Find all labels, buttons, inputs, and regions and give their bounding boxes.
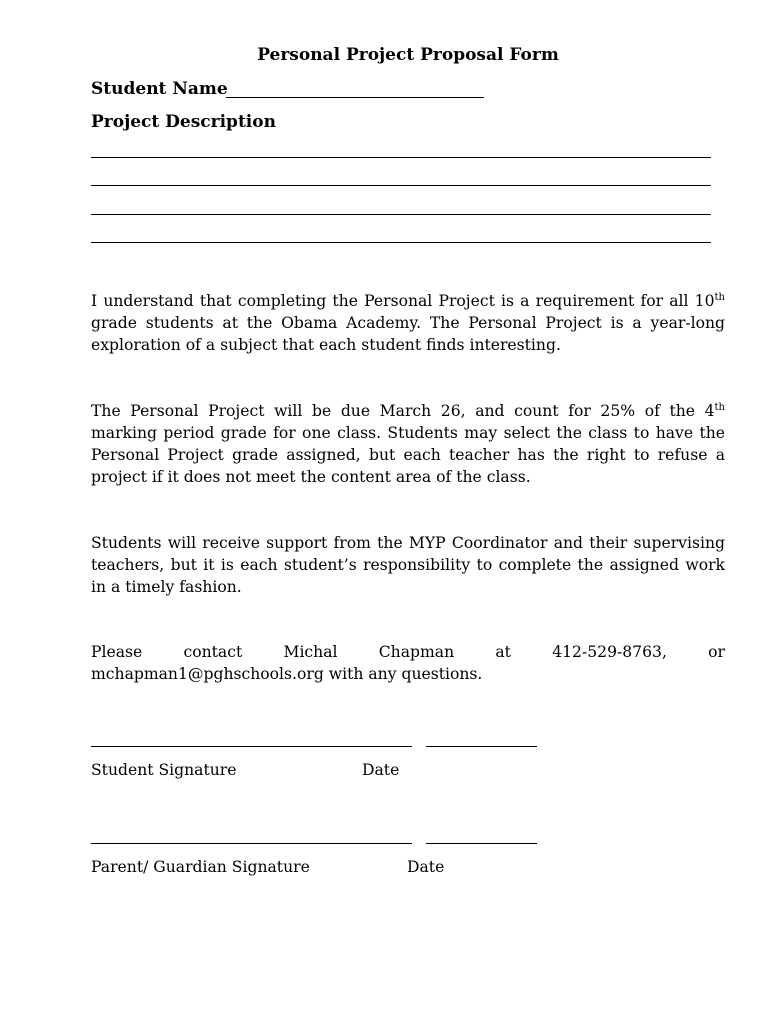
student-name-label: Student Name [91, 79, 228, 99]
form-title: Personal Project Proposal Form [257, 45, 559, 65]
parent-signature-field[interactable] [91, 843, 412, 844]
contact-paragraph: Please contact Michal Chapman at 412-529-8763, or mchapman1@pghschools.org with any questions. [91, 643, 725, 683]
student-date-label: Date [362, 761, 400, 779]
requirement-paragraph [91, 290, 725, 356]
parent-date-label: Date [407, 858, 445, 876]
ordinal-suffix: th [714, 401, 725, 413]
project-description-line-2[interactable] [91, 185, 711, 186]
due-date-paragraph [91, 400, 725, 488]
project-description-label: Project Description [91, 112, 276, 132]
requirement-text-start: I understand that completing the Personal Project is a requirement for all 10 [91, 292, 715, 310]
parent-signature-label: Parent/ Guardian Signature [91, 858, 310, 876]
due-date-text-end: marking period grade for one class. Students may select the class to have the Personal Project grade assigned, but each teacher has the right to refuse a project if it does not meet the content area of the class. [91, 424, 725, 486]
support-paragraph: Students will receive support from the MYP Coordinator and their supervising teachers, but it is each student’s responsibility to complete the assigned work in a timely fashion. [91, 534, 725, 596]
due-date-text-start: The Personal Project will be due March 26, and count for 25% of the 4 [91, 402, 715, 420]
project-description-line-3[interactable] [91, 214, 711, 215]
project-description-line-1[interactable] [91, 157, 711, 158]
ordinal-suffix: th [714, 291, 725, 303]
student-date-field[interactable] [426, 746, 537, 747]
student-name-field[interactable] [226, 97, 484, 98]
student-signature-field[interactable] [91, 746, 412, 747]
student-signature-label: Student Signature [91, 761, 237, 779]
parent-date-field[interactable] [426, 843, 537, 844]
project-description-line-4[interactable] [91, 242, 711, 243]
requirement-text-end: grade students at the Obama Academy. The Personal Project is a year-long exploration of a subject that each student finds interesting. [91, 314, 725, 354]
